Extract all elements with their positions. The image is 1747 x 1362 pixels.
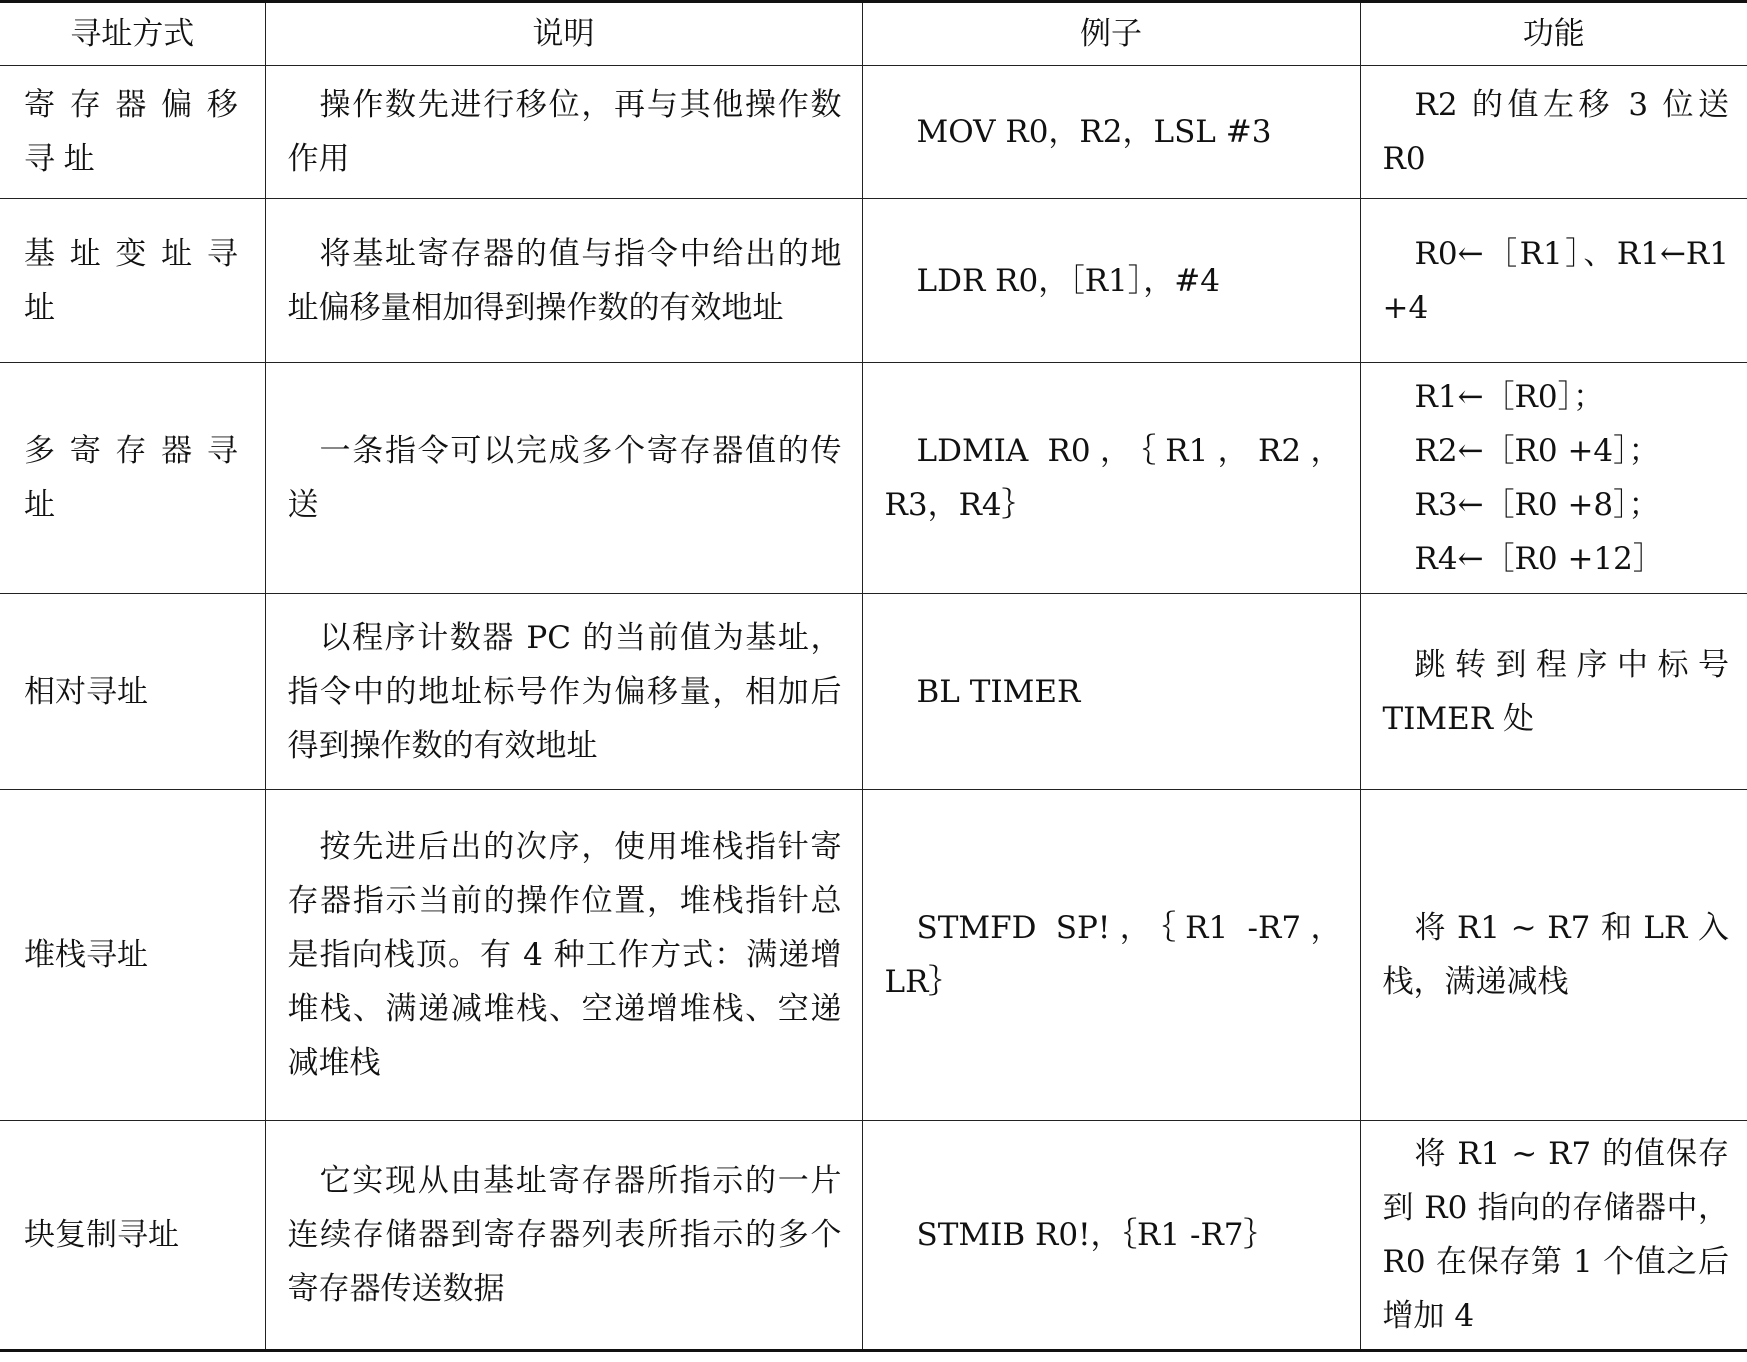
function-line: 跳转到程序中标号 TIMER 处 [1382,646,1729,737]
cell-description: 操作数先进行移位，再与其他操作数作用 [265,66,862,199]
cell-function [1360,594,1747,790]
cell-function [1360,199,1747,363]
cell-description: 按先进后出的次序，使用堆栈指针寄存器指示当前的操作位置，堆栈指针总是指向栈顶。有 4 种工作方式：满递增堆栈、满递减堆栈、空递增堆栈、空递减堆栈 [265,790,862,1121]
function-line: 将 R1 ~ R7 的值保存到 R0 指向的存储器中，R0 在保存第 1 个值之后增加 4 [1382,1136,1729,1334]
table-row [0,790,1747,1121]
function-line: R4←［R0 +12］ [1414,541,1664,577]
cell-function [1360,66,1747,199]
table-row [0,363,1747,594]
header-function: 功能 [1360,2,1747,66]
header-example: 例子 [862,2,1360,66]
header-row [0,2,1747,66]
cell-description: 它实现从由基址寄存器所指示的一片连续存储器到寄存器列表所指示的多个寄存器传送数据 [265,1121,862,1351]
cell-description: 以程序计数器 PC 的当前值为基址，指令中的地址标号作为偏移量，相加后得到操作数的有效地址 [265,594,862,790]
cell-example: BL TIMER [862,594,1360,790]
cell-function [1360,363,1747,594]
function-line: R0←［R1］、R1←R1 +4 [1382,235,1729,326]
cell-example: MOV R0，R2，LSL #3 [862,66,1360,199]
cell-function [1360,1121,1747,1351]
function-line: 将 R1 ~ R7 和 LR 入栈，满递减栈 [1382,910,1729,1000]
cell-mode: 多寄存器寻址 [0,363,265,594]
cell-description: 一条指令可以完成多个寄存器值的传送 [265,363,862,594]
table-row [0,199,1747,363]
function-line: R3←［R0 +8］； [1414,487,1660,523]
function-line: R1←［R0］； [1414,379,1605,415]
cell-mode: 基址变址寻址 [0,199,265,363]
header-description: 说明 [265,2,862,66]
cell-example: LDR R0，［R1］，#4 [862,199,1360,363]
function-line: R2 的值左移 3 位送 R0 [1382,87,1729,177]
table-row [0,594,1747,790]
cell-example: LDMIA R0，｛R1，R2，R3，R4｝ [862,363,1360,594]
cell-description: 将基址寄存器的值与指令中给出的地址偏移量相加得到操作数的有效地址 [265,199,862,363]
cell-mode: 堆栈寻址 [0,790,265,1121]
table-body [0,66,1747,1351]
cell-example: STMIB R0!，｛R1 -R7｝ [862,1121,1360,1351]
table-row [0,1121,1747,1351]
table-header [0,2,1747,66]
function-line: R2←［R0 +4］； [1414,433,1660,469]
cell-function [1360,790,1747,1121]
cell-mode: 寄存器偏移寻址 [0,66,265,199]
cell-example: STMFD SP!，｛R1 -R7，LR｝ [862,790,1360,1121]
header-mode: 寻址方式 [0,2,265,66]
cell-mode: 相对寻址 [0,594,265,790]
cell-mode: 块复制寻址 [0,1121,265,1351]
table-row [0,66,1747,199]
